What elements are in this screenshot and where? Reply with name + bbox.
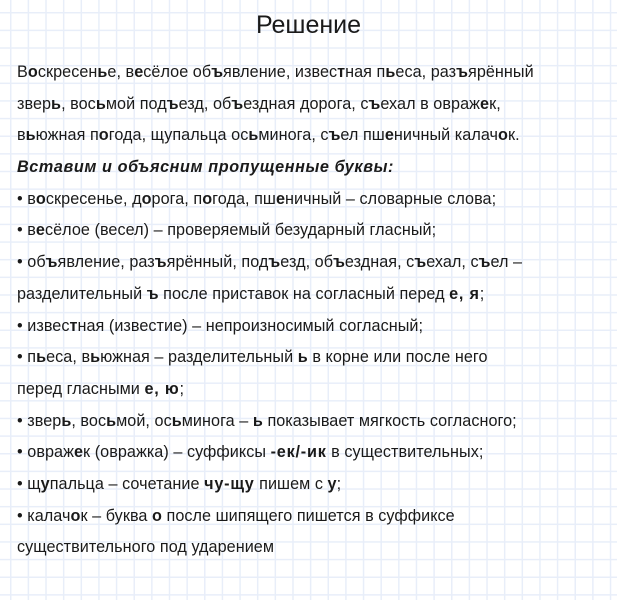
highlighted-letter: о — [498, 126, 508, 145]
text-segment: минога – — [181, 411, 253, 430]
highlighted-letter: ъ — [154, 253, 167, 272]
text-segment: явление, раз — [57, 253, 155, 272]
section-heading — [17, 152, 607, 184]
text-line — [17, 437, 607, 469]
text-segment: существительного под ударением — [17, 538, 275, 557]
text-segment: • звер — [17, 411, 62, 430]
highlighted-letter: е — [73, 443, 84, 462]
text-line — [17, 247, 607, 279]
highlighted-letter: у — [327, 474, 337, 493]
text-segment: ел пш — [340, 126, 385, 145]
text-segment: ездная, с — [344, 253, 415, 272]
highlighted-letter: ь — [36, 348, 47, 367]
highlighted-letter: о — [141, 189, 152, 208]
highlighted-letter: ъ — [414, 253, 427, 272]
highlighted-letter: ъ — [478, 253, 491, 272]
highlighted-letter: ъ — [146, 284, 159, 303]
text-segment: еса, в — [46, 348, 91, 367]
highlighted-letter: е — [275, 189, 286, 208]
solution-content — [17, 57, 607, 564]
text-segment: к. — [507, 126, 520, 145]
text-segment: звер — [17, 94, 52, 113]
highlighted-letter: е — [384, 126, 394, 145]
text-segment: ярённый — [468, 63, 534, 81]
text-segment: скресен — [37, 63, 98, 81]
text-line — [17, 501, 607, 533]
text-segment: сёлое об — [143, 63, 212, 81]
highlighted-letter: е — [134, 63, 144, 81]
highlighted-letter: ь — [248, 126, 259, 145]
text-segment: скресенье, д — [45, 189, 142, 208]
text-line — [17, 184, 607, 216]
text-segment: в существительных; — [326, 443, 484, 462]
highlighted-letter: ь — [97, 63, 108, 81]
text-segment: после приставок на согласный перед — [158, 284, 450, 303]
text-segment: пальца – сочетание — [49, 474, 205, 493]
text-segment: рога, п — [151, 189, 203, 208]
text-segment: , вос — [61, 94, 96, 113]
highlighted-letter: о — [27, 63, 38, 81]
highlighted-letter: т — [69, 316, 78, 335]
text-segment: года, пш — [212, 189, 276, 208]
highlighted-letter: е — [480, 94, 490, 113]
text-segment: ная п — [345, 63, 386, 81]
highlighted-letter: ъ — [456, 63, 468, 81]
text-segment: • об — [17, 253, 46, 272]
text-segment: ; — [479, 284, 485, 303]
highlighted-letter: чу-щу — [204, 474, 255, 493]
highlighted-letter: т — [337, 63, 346, 81]
text-segment: • калач — [17, 506, 71, 525]
highlighted-letter: ъ — [328, 126, 341, 145]
highlighted-letter: ъ — [268, 253, 281, 272]
text-segment: перед гласными — [17, 379, 145, 398]
text-segment: ная (известие) – непроизносимый согласный; — [77, 316, 424, 335]
text-segment: • овраж — [17, 443, 74, 462]
text-segment: к – буква — [80, 506, 153, 525]
highlighted-letter: ъ — [231, 94, 244, 113]
text-line — [17, 57, 607, 89]
text-segment: ел – — [490, 253, 523, 272]
highlighted-letter: ъ — [166, 94, 179, 113]
text-segment: ; — [336, 474, 342, 493]
text-segment: езд, об — [178, 94, 232, 113]
highlighted-letter: ь — [252, 411, 263, 430]
text-segment: пишем с — [254, 474, 328, 493]
text-segment: ; — [179, 379, 185, 398]
highlighted-letter: ъ — [211, 63, 224, 81]
highlighted-letter: ь — [95, 94, 106, 113]
text-segment: мой, ос — [116, 411, 172, 430]
text-segment: года, щупальца ос — [108, 126, 249, 145]
text-segment: еса, раз — [395, 63, 457, 81]
text-segment: • щ — [17, 474, 41, 493]
highlighted-letter: ь — [90, 348, 101, 367]
text-segment: • в — [17, 221, 36, 240]
text-segment: ездная дорога, с — [243, 94, 369, 113]
highlighted-letter: е — [35, 221, 45, 240]
text-line — [17, 120, 607, 152]
text-segment: разделительный — [17, 284, 147, 303]
text-segment: южная п — [35, 126, 99, 145]
highlighted-letter: е, ю — [144, 379, 180, 398]
text-segment: ничный – словарные слова; — [285, 189, 497, 208]
highlighted-letter: ь — [171, 411, 182, 430]
highlighted-letter: ъ — [333, 253, 345, 272]
highlighted-letter: е, я — [449, 284, 480, 303]
text-line — [17, 279, 607, 311]
text-segment: южная – разделительный — [100, 348, 298, 367]
text-segment: ярённый, под — [166, 253, 269, 272]
text-line — [17, 342, 607, 374]
text-segment: сёлое (весел) – проверяемый безударный гласный; — [44, 221, 437, 240]
text-segment: мой под — [105, 94, 167, 113]
highlighted-letter: ь — [51, 94, 62, 113]
text-line — [17, 374, 607, 406]
highlighted-letter: о — [98, 126, 109, 145]
text-line — [17, 406, 607, 438]
text-segment: Вставим и объясним пропущенные буквы: — [17, 158, 395, 177]
text-segment: • п — [17, 348, 37, 367]
text-segment: в — [17, 126, 26, 145]
highlighted-letter: о — [70, 506, 81, 525]
text-segment: минога, с — [258, 126, 329, 145]
page-title: Решение — [255, 11, 362, 39]
highlighted-letter: ь — [297, 348, 308, 367]
text-line — [17, 469, 607, 501]
text-segment: е, в — [107, 63, 135, 81]
text-segment: • извес — [17, 316, 70, 335]
text-segment: ехал в овраж — [380, 94, 480, 113]
text-segment: после шипящего пишется в суффиксе — [161, 506, 455, 525]
text-segment: , вос — [71, 411, 107, 430]
highlighted-letter: у — [40, 474, 50, 493]
text-line — [17, 89, 607, 121]
highlighted-letter: о — [35, 189, 46, 208]
text-segment: В — [17, 63, 28, 81]
text-segment: к, — [489, 94, 501, 113]
text-line — [17, 215, 607, 247]
highlighted-letter: -ек/-ик — [270, 443, 327, 462]
highlighted-letter: о — [152, 506, 162, 525]
text-segment: показывает мягкость согласного; — [262, 411, 517, 430]
highlighted-letter: ь — [106, 411, 117, 430]
text-segment: • в — [17, 189, 36, 208]
highlighted-letter: о — [202, 189, 213, 208]
text-line — [17, 532, 607, 564]
text-segment: явление, извес — [223, 63, 338, 81]
highlighted-letter: ь — [385, 63, 396, 81]
text-segment: ехал, с — [426, 253, 479, 272]
highlighted-letter: ь — [25, 126, 36, 145]
text-line — [17, 311, 607, 343]
text-segment: езд, об — [280, 253, 334, 272]
highlighted-letter: ъ — [45, 253, 58, 272]
text-segment: ничный калач — [393, 126, 499, 145]
highlighted-letter: ъ — [368, 94, 381, 113]
highlighted-letter: ь — [61, 411, 72, 430]
text-segment: к (овражка) – суффиксы — [83, 443, 271, 462]
text-segment: в корне или после него — [307, 348, 488, 367]
